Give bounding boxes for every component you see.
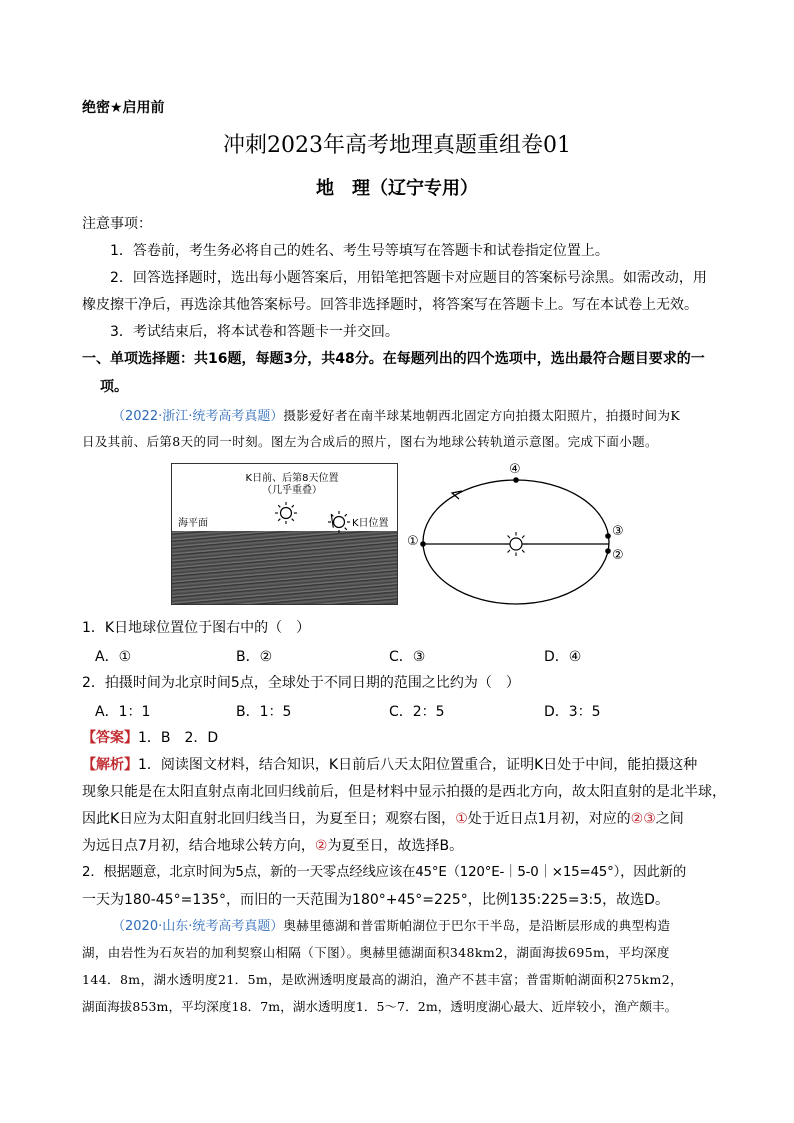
note-item: 2．回答选择题时，选出每小题答案后，用铅笔把答题卡对应题目的答案标号涂黑。如需改动，用 xyxy=(110,270,707,286)
orbit-diagram xyxy=(400,460,640,610)
analysis-highlight: ② xyxy=(314,838,328,854)
intro-text: 湖，由岩性为石灰岩的加利契察山相隔（下图）。奥赫里德湖面积348km2，湖面海拔695m，平均深度 xyxy=(82,945,670,960)
sea-level-label: 海平面 xyxy=(178,518,208,529)
q2-option-a[interactable]: A．1：1 xyxy=(95,704,151,720)
note-item: 3．考试结束后，将本试卷和答题卡一并交回。 xyxy=(110,324,399,340)
source-tag: （2020·山东·统考高考真题） xyxy=(112,919,284,934)
analysis-line: 一天为180-45°=135°，而旧的一天范围为180°+45°=225°，比例135:225=3:5，故选D。 xyxy=(82,892,669,908)
sun-icons xyxy=(172,464,397,534)
sea-texture xyxy=(172,531,397,604)
kday-label: K日位置 xyxy=(352,518,389,529)
orbit-label-4: ④ xyxy=(509,462,521,477)
earth-point xyxy=(605,533,611,539)
orbit-label-1: ① xyxy=(407,534,419,549)
section-heading: 一、单项选择题：共16题，每题3分，共48分。在每题列出的四个选项中，选出最符合题目要求的一 xyxy=(82,351,705,367)
label-kbefore: K日前、后第8天位置 xyxy=(245,473,339,484)
earth-point xyxy=(420,541,426,547)
question-2-stem: 2．拍摄时间为北京时间5点，全球处于不同日期的范围之比约为（ ） xyxy=(82,675,520,691)
analysis-text: 之间 xyxy=(655,811,684,827)
intro-text: 144．8m，湖水透明度21．5m，是欧洲透明度最高的湖泊，渔产不甚丰富；普雷斯帕湖面积275km2， xyxy=(82,972,684,987)
intro-text: 湖面海拔853m，平均深度18．7m，湖水透明度1．5～7．2m，透明度湖心最大、近岸较小，渔产颇丰。 xyxy=(82,999,678,1014)
question-intro xyxy=(112,915,670,934)
analysis-line: 现象只能是在太阳直射点南北回归线前后，但是材料中显示拍摄的是西北方向，故太阳直射的是北半球， xyxy=(82,784,726,800)
source-tag: （2022·浙江·统考高考真题） xyxy=(112,409,284,424)
analysis-line xyxy=(82,836,463,856)
note-item: 1．答卷前，考生务必将自己的姓名、考生号等填写在答题卡和试卷指定位置上。 xyxy=(110,243,609,259)
earth-point xyxy=(513,477,519,483)
analysis-highlight: ① xyxy=(455,811,468,827)
page-subtitle: 地 理（辽宁专用） xyxy=(316,178,478,199)
q1-option-b[interactable]: B．② xyxy=(236,649,273,665)
page-title: 冲刺2023年高考地理真题重组卷01 xyxy=(223,133,571,158)
q2-option-b[interactable]: B．1：5 xyxy=(236,704,292,720)
analysis-line xyxy=(82,809,684,829)
question-intro xyxy=(112,405,680,424)
sun-icon xyxy=(275,502,297,524)
q2-option-c[interactable]: C．2：5 xyxy=(389,704,445,720)
answer-text: 1．B 2．D xyxy=(138,730,219,746)
intro-text: 摄影爱好者在南半球某地朝西北固定方向拍摄太阳照片，拍摄时间为K xyxy=(283,408,681,423)
answer-line xyxy=(82,728,218,748)
analysis-line xyxy=(82,755,697,775)
analysis-label: 【解析】 xyxy=(82,757,138,773)
section-heading-cont: 项。 xyxy=(100,379,128,395)
question-1-stem: 1．K日地球位置位于图右中的（ ） xyxy=(82,620,311,636)
analysis-text: 为夏至日，故选择B。 xyxy=(327,838,464,854)
notes-heading: 注意事项： xyxy=(82,216,152,232)
answer-label: 【答案】 xyxy=(82,730,138,746)
q1-option-c[interactable]: C．③ xyxy=(389,649,426,665)
intro-text: 日及其前、后第8天的同一时刻。图左为合成后的照片，图右为地球公转轨道示意图。完成下面小题。 xyxy=(82,434,658,449)
earth-point xyxy=(605,548,611,554)
label-overlap: （几乎重叠） xyxy=(262,485,322,496)
q1-option-d[interactable]: D．④ xyxy=(544,649,582,665)
q1-option-a[interactable]: A．① xyxy=(95,649,132,665)
analysis-line: 2．根据题意，北京时间为5点，新的一天零点经线应该在45°E（120°E-｜5-0｜×15=45°），因此新的 xyxy=(82,865,687,880)
intro-text: 奥赫里德湖和普雷斯帕湖位于巴尔干半岛，是沿断层形成的典型构造 xyxy=(283,918,671,933)
confidential-mark: 绝密★启用前 xyxy=(82,100,165,116)
analysis-text: 处于近日点1月初，对应的 xyxy=(467,811,631,827)
analysis-highlight: ②③ xyxy=(630,811,656,827)
analysis-text: 为远日点7月初，结合地球公转方向， xyxy=(82,838,315,854)
sun-photo-figure xyxy=(171,463,398,605)
orbit-label-3: ③ xyxy=(612,524,624,539)
q2-option-d[interactable]: D．3：5 xyxy=(544,704,601,720)
sun-icon xyxy=(328,511,350,533)
note-item: 橡皮擦干净后，再选涂其他答案标号。回答非选择题时，将答案写在答题卡上。写在本试卷上无效。 xyxy=(82,297,698,313)
analysis-text: 1．阅读图文材料，结合知识，K日前后八天太阳位置重合，证明K日处于中间，能拍摄这种 xyxy=(138,757,698,773)
analysis-text: 因此K日应为太阳直射北回归线当日，为夏至日；观察右图， xyxy=(82,811,456,827)
orbit-label-2: ② xyxy=(612,548,624,563)
